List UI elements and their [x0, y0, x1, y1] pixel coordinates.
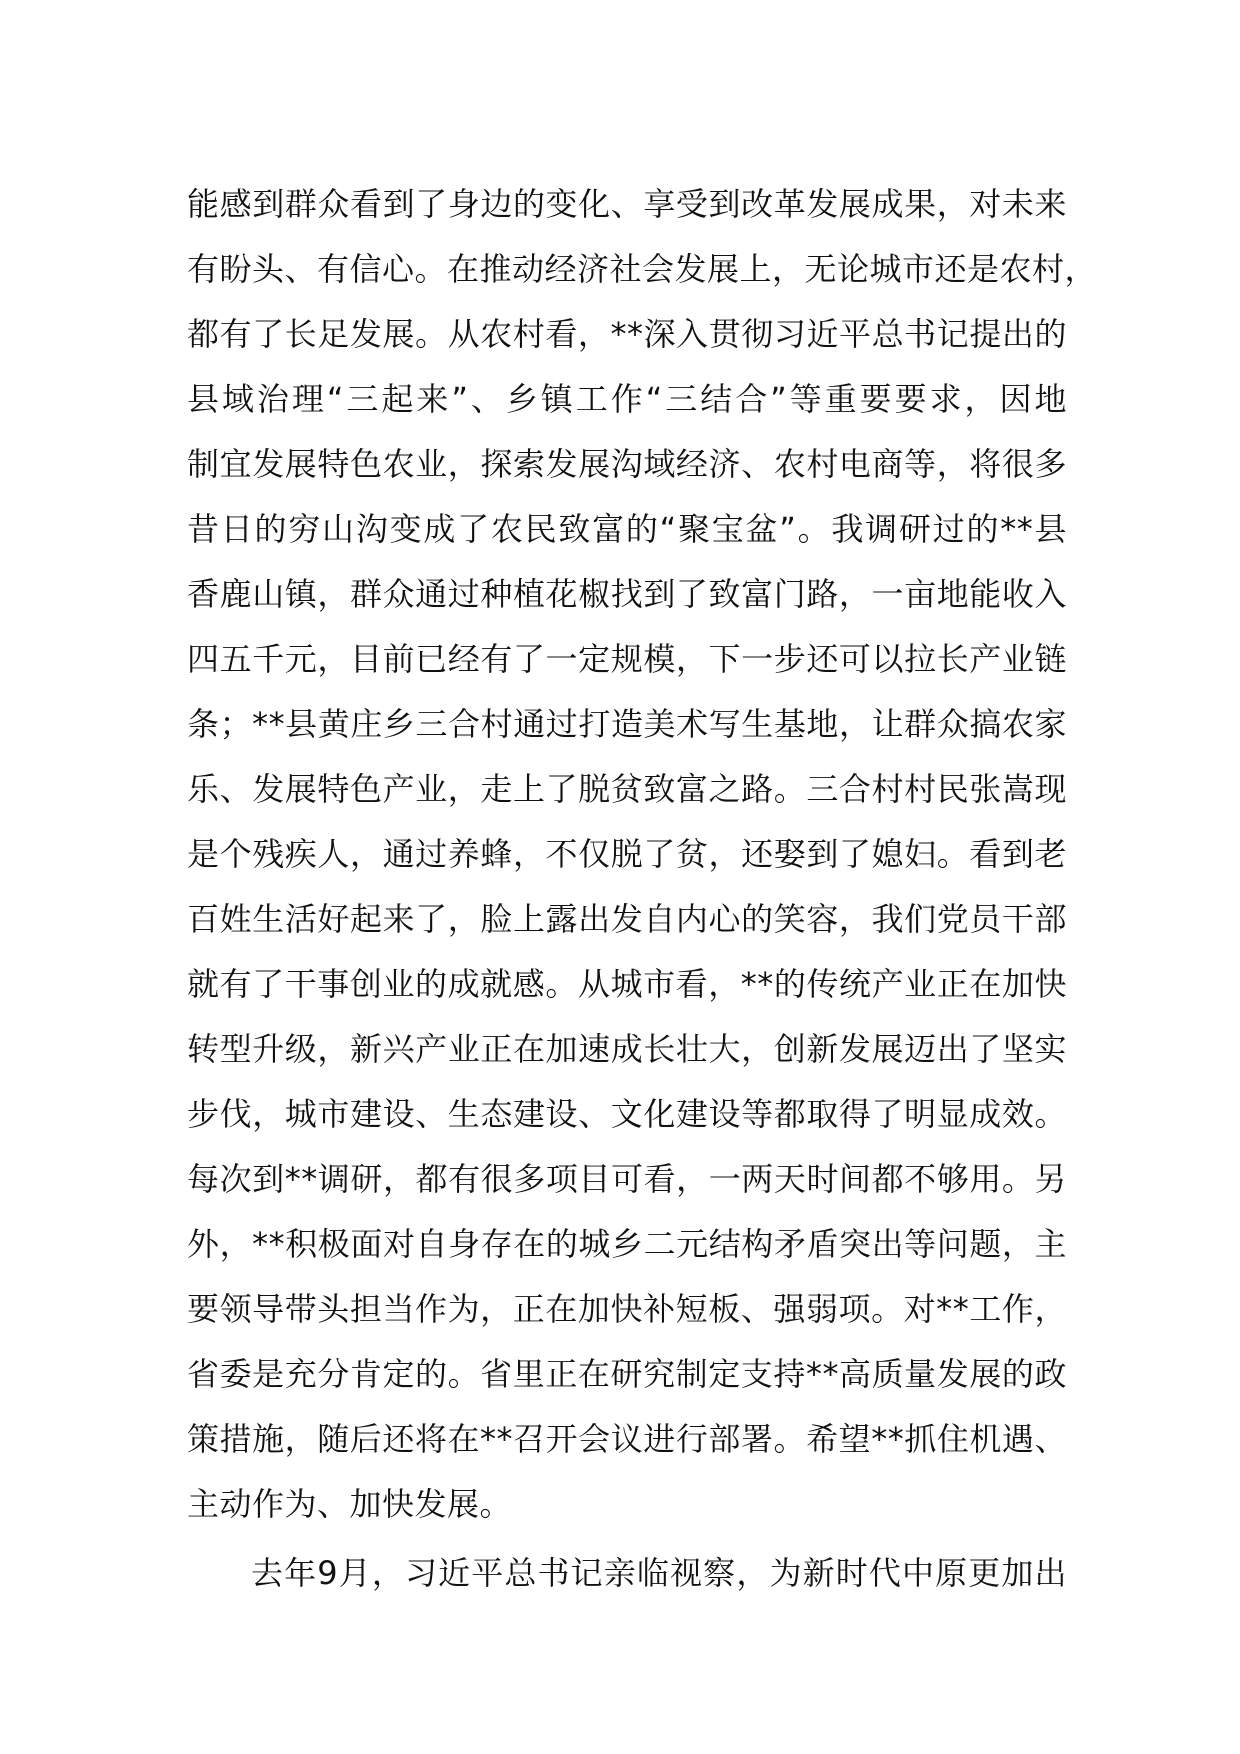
- text-line: 能感到群众看到了身边的变化、享受到改革发展成果，对未来: [187, 185, 1067, 223]
- text-line: 条；**县黄庄乡三合村通过打造美术写生基地，让群众搞农家: [187, 705, 1067, 743]
- text-line: 县域治理“三起来”、乡镇工作“三结合”等重要要求，因地: [187, 380, 1067, 418]
- text-line: 去年9月，习近平总书记亲临视察，为新时代中原更加出: [251, 1554, 1067, 1592]
- paragraph: [187, 172, 1098, 1537]
- text-line: 每次到**调研，都有很多项目可看，一两天时间都不够用。另: [187, 1160, 1067, 1198]
- text-line: 就有了干事创业的成就感。从城市看，**的传统产业正在加快: [187, 965, 1067, 1003]
- text-line: 制宜发展特色农业，探索发展沟域经济、农村电商等，将很多: [187, 445, 1067, 483]
- text-line: 昔日的穷山沟变成了农民致富的“聚宝盆”。我调研过的**县: [187, 510, 1067, 548]
- text-line: 有盼头、有信心。在推动经济社会发展上，无论城市还是农村，: [187, 250, 1098, 288]
- body-text: [187, 172, 1098, 1606]
- text-line: 省委是充分肯定的。省里正在研究制定支持**高质量发展的政: [187, 1355, 1067, 1393]
- text-line: 乐、发展特色产业，走上了脱贫致富之路。三合村村民张嵩现: [187, 770, 1067, 808]
- text-line: 外，**积极面对自身存在的城乡二元结构矛盾突出等问题，主: [187, 1225, 1067, 1263]
- paragraph: [187, 1541, 1067, 1606]
- text-line: 策措施，随后还将在**召开会议进行部署。希望**抓住机遇、: [187, 1420, 1067, 1458]
- text-line: 香鹿山镇，群众通过种植花椒找到了致富门路，一亩地能收入: [187, 575, 1067, 613]
- text-line: 是个残疾人，通过养蜂，不仅脱了贫，还娶到了媳妇。看到老: [187, 835, 1067, 873]
- text-line: 转型升级，新兴产业正在加速成长壮大，创新发展迈出了坚实: [187, 1030, 1067, 1068]
- text-line: 百姓生活好起来了，脸上露出发自内心的笑容，我们党员干部: [187, 900, 1067, 938]
- text-line: 主动作为、加快发展。: [187, 1485, 513, 1523]
- text-line: 四五千元，目前已经有了一定规模，下一步还可以拉长产业链: [187, 640, 1067, 678]
- text-line: 步伐，城市建设、生态建设、文化建设等都取得了明显成效。: [187, 1095, 1067, 1133]
- text-line: 都有了长足发展。从农村看，**深入贯彻习近平总书记提出的: [187, 315, 1067, 353]
- text-line: 要领导带头担当作为，正在加快补短板、强弱项。对**工作，: [187, 1290, 1067, 1328]
